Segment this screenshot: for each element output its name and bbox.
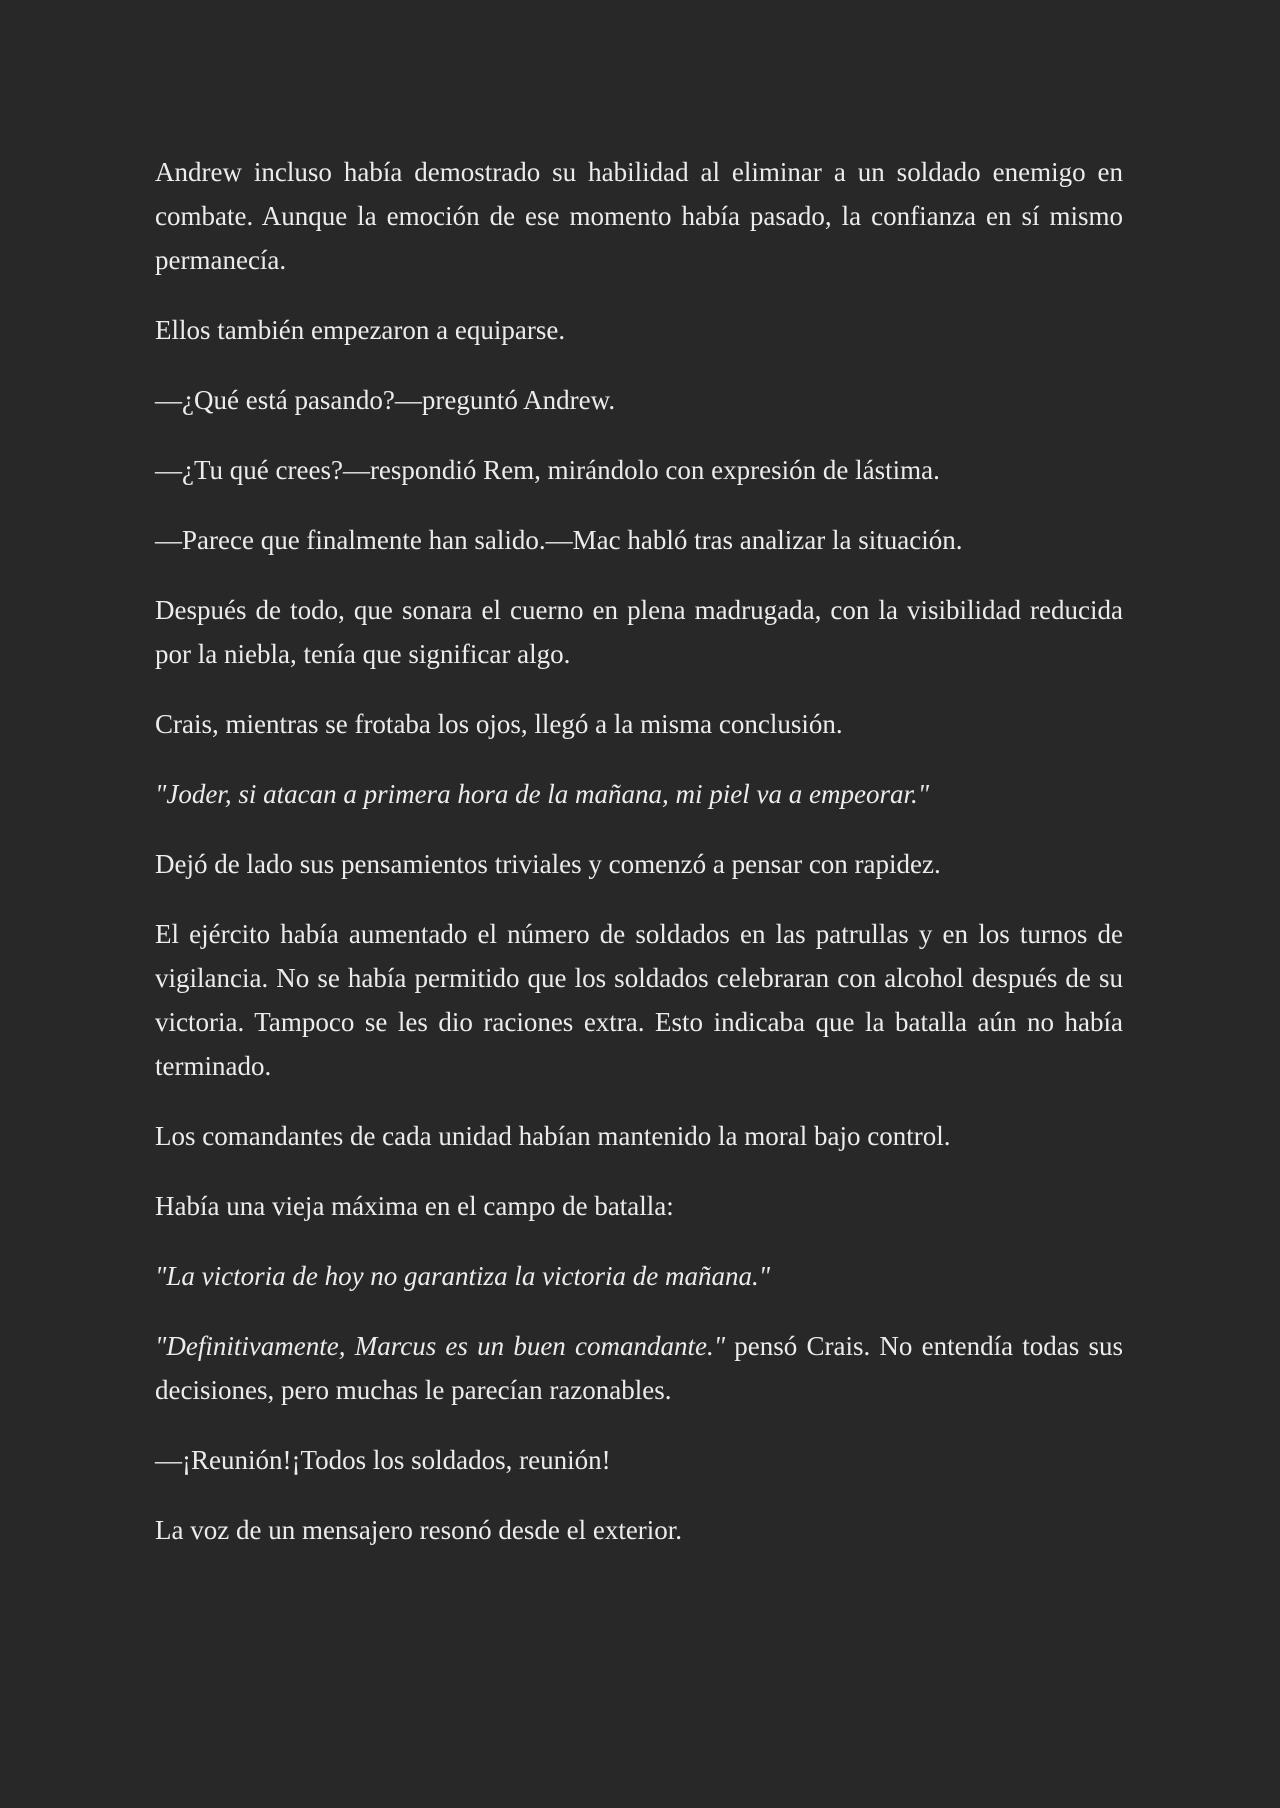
dialogue-messenger: —¡Reunión!¡Todos los soldados, reunión! [155,1445,611,1475]
thought-marcus: "Definitivamente, Marcus es un buen comandante." [155,1331,726,1361]
dialogue-mac: —Parece que finalmente han salido.—Mac habló tras analizar la situación. [155,525,963,555]
paragraph-14 [155,1324,1123,1412]
paragraph-10: El ejército había aumentado el número de soldados en las patrullas y en los turnos de vigilancia. No se había permitido que los soldados celebraran con alcohol después de su victoria. Tampoco se les dio raciones extra. Esto indicaba que la batalla aún no había terminado. [155,919,1123,1081]
paragraph-16: La voz de un mensajero resonó desde el exterior. [155,1515,683,1545]
dialogue-rem: —¿Tu qué crees?—respondió Rem, mirándolo con expresión de lástima. [155,455,940,485]
reading-page [155,150,1123,1578]
paragraph-11: Los comandantes de cada unidad habían mantenido la moral bajo control. [155,1121,951,1151]
paragraph-9: Dejó de lado sus pensamientos triviales y comenzó a pensar con rapidez. [155,849,941,879]
paragraph-7: Crais, mientras se frotaba los ojos, llegó a la misma conclusión. [155,709,843,739]
maxim-quote: "La victoria de hoy no garantiza la victoria de mañana." [155,1261,771,1291]
paragraph-1: Andrew incluso había demostrado su habilidad al eliminar a un soldado enemigo en combate. Aunque la emoción de ese momento había pasado, la confianza en sí mismo permanecía. [155,157,1123,275]
paragraph-2: Ellos también empezaron a equiparse. [155,315,566,345]
dialogue-andrew: —¿Qué está pasando?—preguntó Andrew. [155,385,616,415]
paragraph-12: Había una vieja máxima en el campo de batalla: [155,1191,674,1221]
paragraph-6: Después de todo, que sonara el cuerno en plena madrugada, con la visibilidad reducida por la niebla, tenía que significar algo. [155,595,1123,669]
thought-crais: "Joder, si atacan a primera hora de la mañana, mi piel va a empeorar." [155,779,930,809]
paragraph-14-text: pensó Crais. No entendía todas sus decisiones, pero muchas le parecían razonables. [155,1331,1123,1405]
